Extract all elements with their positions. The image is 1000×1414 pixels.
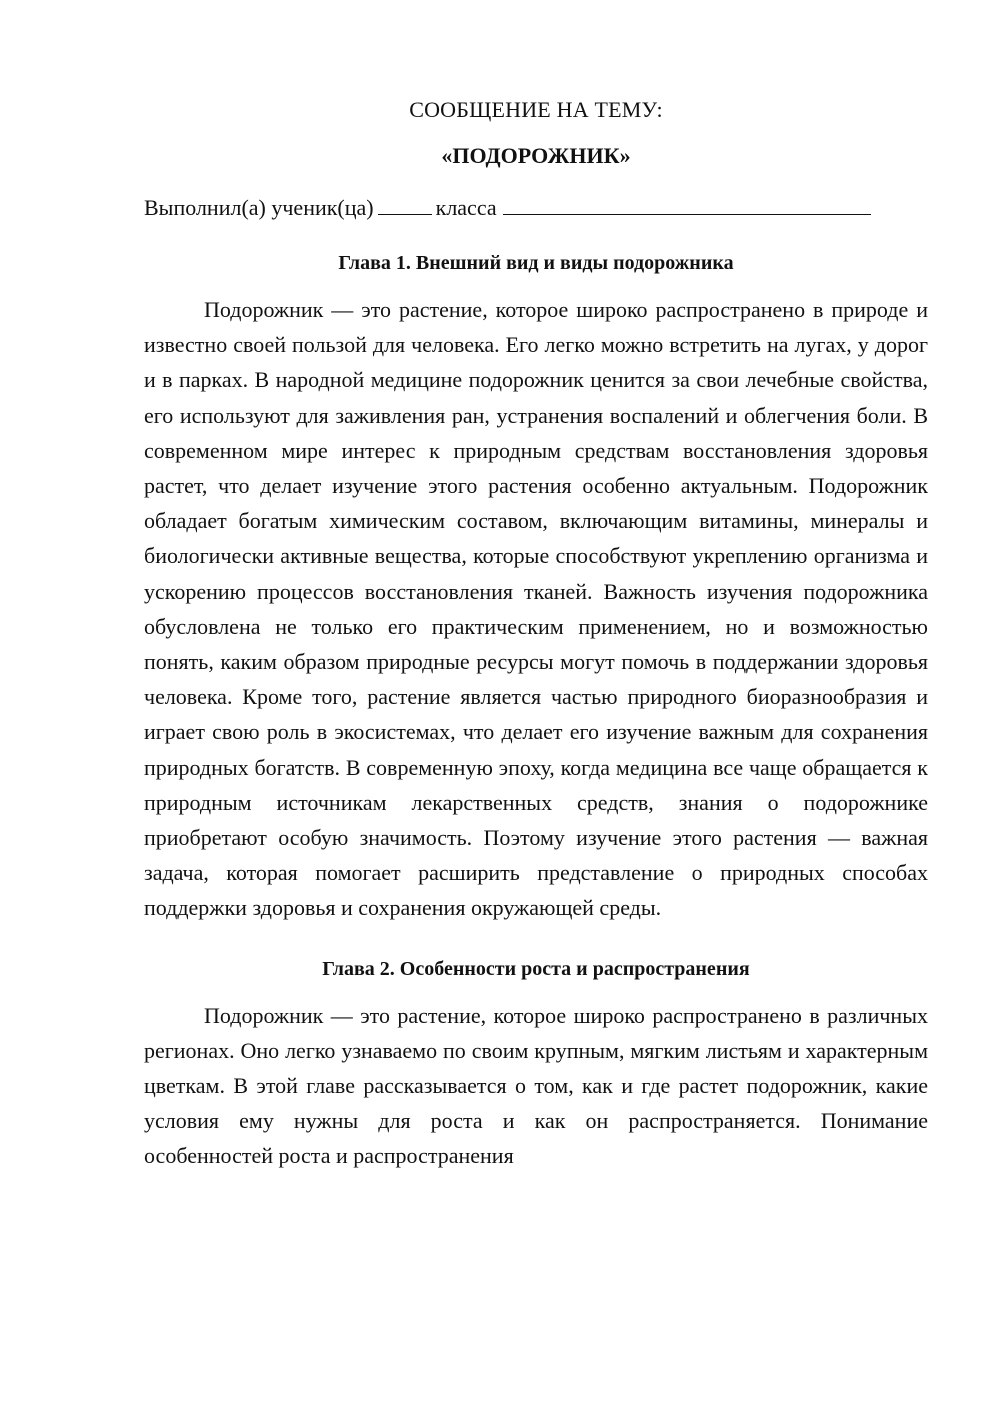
chapter-1-heading: Глава 1. Внешний вид и виды подорожника xyxy=(338,252,734,274)
document-body xyxy=(144,92,928,1174)
chapter-2-paragraph: Подорожник — это растение, которое широко распространено в различных регионах. Оно легко узнаваемо по своим крупным, мягким листьям и характерным цветкам. В этой главе рассказывается о том, как и где растет подорожник, какие условия ему нужны для роста и как он распространяется. Понимание особенностей роста и распространения xyxy=(144,1002,928,1169)
class-label: класса xyxy=(435,195,497,220)
document-title: СООБЩЕНИЕ НА ТЕМУ: xyxy=(409,97,663,122)
class-number-blank[interactable] xyxy=(378,192,432,215)
author-name-blank[interactable] xyxy=(503,192,871,215)
author-prefix: Выполнил(а) ученик(ца) xyxy=(144,195,374,220)
author-line xyxy=(144,190,928,226)
document-topic: «ПОДОРОЖНИК» xyxy=(441,143,631,168)
chapter-1-paragraph: Подорожник — это растение, которое широко распространено в природе и известно своей пользой для человека. Его легко можно встретить на лугах, у дорог и в парках. В народной медицине подорожник ценится за свои лечебные свойства, его используют для заживления ран, устранения воспалений и облегчения боли. В современном мире интерес к природным средствам восстановления здоровья растет, что делает изучение этого растения особенно актуальным. Подорожник обладает богатым химическим составом, включающим витамины, минералы и биологически активные вещества, которые способствуют укреплению организма и ускорению процессов восстановления тканей. Важность изучения подорожника обусловлена не только его практическим применением, но и возможностью понять, каким образом природные ресурсы могут помочь в поддержании здоровья человека. Кроме того, растение является частью природного биоразнообразия и играет свою роль в экосистемах, что делает его изучение важным для сохранения природных богатств. В современную эпоху, когда медицина все чаще обращается к природным источникам лекарственных средств, знания о подорожнике приобретают особую значимость. Поэтому изучение этого растения — важная задача, которая помогает расширить представление о природных способах поддержки здоровья и сохранения окружающей среды. xyxy=(144,297,928,921)
chapter-2-heading: Глава 2. Особенности роста и распространения xyxy=(322,957,750,980)
